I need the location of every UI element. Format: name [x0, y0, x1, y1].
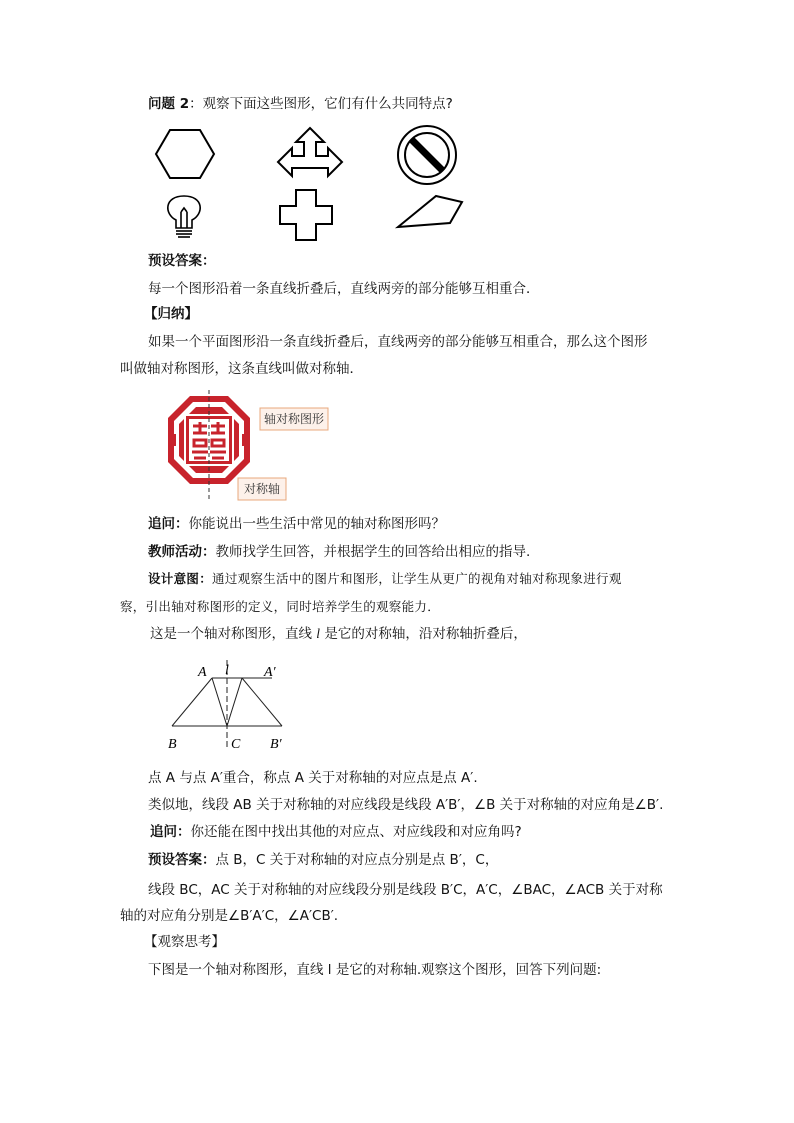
correspondence-2: 类似地，线段 AB 关于对称轴的对应线段是线段 A′B′，∠B 关于对称轴的对应角是∠B′.	[148, 797, 664, 813]
fold-intro	[150, 624, 527, 644]
label-A: A	[198, 665, 207, 680]
label-A-prime: A′	[264, 665, 276, 680]
followup-1-label: 追问：	[148, 516, 189, 532]
preset-answer-2	[148, 850, 498, 870]
teacher-activity	[148, 542, 530, 562]
symmetric-shapes-figure	[140, 124, 480, 244]
design-intent-label: 设计意图：	[148, 571, 213, 586]
hexagon-icon	[156, 130, 214, 178]
question-2	[148, 94, 453, 114]
label-C: C	[231, 737, 241, 752]
correspondence-1: 点 A 与点 A′重合，称点 A 关于对称轴的对应点是点 A′.	[148, 770, 478, 786]
followup-1	[148, 514, 445, 534]
no-sign-icon	[398, 126, 456, 184]
label-l: l	[225, 663, 229, 678]
followup-2	[150, 822, 522, 842]
question-2-label: 问题 2	[148, 96, 190, 112]
observe-heading: 【观察思考】	[144, 934, 225, 950]
label-B-prime: B′	[270, 737, 282, 752]
cross-icon	[280, 190, 332, 240]
design-intent	[148, 569, 622, 589]
observe-text: 下图是一个轴对称图形，直线 l 是它的对称轴.观察这个图形，回答下列问题:	[148, 962, 602, 978]
preset-answer-2-line-3: 轴的对应角分别是∠B′A′C，∠A′CB′.	[120, 908, 339, 924]
question-2-text: ：观察下面这些图形，它们有什么共同特点?	[189, 96, 453, 112]
light-bulb-icon	[168, 196, 200, 237]
design-intent-line-2: 察，引出轴对称图形的定义，同时培养学生的观察能力．	[120, 599, 441, 614]
preset-answer-1-label: 预设答案：	[148, 253, 216, 269]
axis-symmetry-seal-figure	[160, 388, 340, 506]
summary-heading: 【归纳】	[144, 306, 198, 322]
fold-intro-pre: 这是一个轴对称图形，直线	[150, 626, 317, 642]
preset-answer-2-line-1: 点 B，C 关于对称轴的对应点分别是点 B′，C，	[215, 852, 499, 868]
triangle-fold-figure	[160, 656, 300, 756]
design-intent-line-1: 通过观察生活中的图片和图形，让学生从更广的视角对轴对称现象进行观	[212, 571, 622, 586]
fold-intro-var: l	[316, 626, 321, 641]
preset-answer-2-label: 预设答案：	[148, 852, 216, 868]
followup-2-label: 追问：	[150, 824, 191, 840]
teacher-activity-text: 教师找学生回答，并根据学生的回答给出相应的指导.	[215, 544, 531, 560]
summary-line-1: 如果一个平面图形沿一条直线折叠后，直线两旁的部分能够互相重合，那么这个图形	[148, 334, 648, 350]
preset-answer-1-text: 每一个图形沿着一条直线折叠后，直线两旁的部分能够互相重合．	[148, 281, 540, 297]
teacher-activity-label: 教师活动：	[148, 544, 216, 560]
preset-answer-2-line-2: 线段 BC，AC 关于对称轴的对应线段分别是线段 B′C，A′C，∠BAC，∠ACB 关于对称	[148, 882, 663, 898]
three-way-arrow-icon	[278, 128, 342, 176]
fold-intro-post: 是它的对称轴，沿对称轴折叠后，	[320, 626, 527, 642]
summary-line-2: 叫做轴对称图形，这条直线叫做对称轴．	[120, 361, 363, 377]
followup-1-text: 你能说出一些生活中常见的轴对称图形吗？	[188, 516, 445, 532]
shape-tag-label: 轴对称图形	[263, 412, 325, 426]
axis-tag-label: 对称轴	[243, 482, 281, 496]
label-B: B	[168, 737, 177, 752]
quadrilateral-icon	[398, 196, 462, 227]
followup-2-text: 你还能在图中找出其他的对应点、对应线段和对应角吗?	[190, 824, 522, 840]
